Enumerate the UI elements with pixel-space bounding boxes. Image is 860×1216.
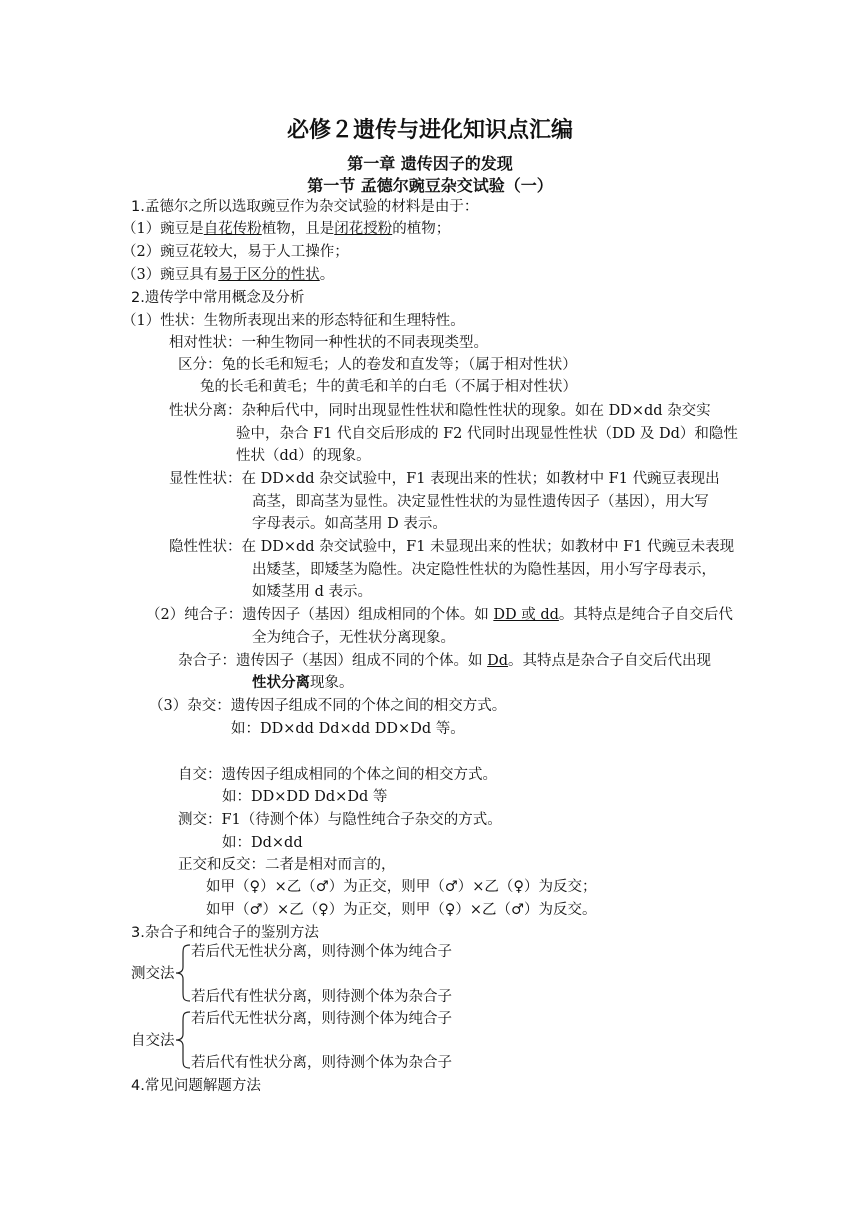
def-dominant-3: 字母表示。如高茎用 D 表示。 [252, 516, 447, 532]
def-homozygote-2: 全为纯合子，无性状分离现象。 [252, 630, 455, 646]
heading-1: 1.孟德尔之所以选取豌豆作为杂交试验的材料是由于： [131, 199, 479, 215]
reciprocal-example-1: 如甲（♀）×乙（♂）为正交，则甲（♂）×乙（♀）为反交； [206, 879, 597, 895]
selfing-result-hybrid: 若后代有性状分离，则待测个体为杂合子 [191, 1055, 452, 1071]
selfing-method-label: 自交法 [131, 1033, 175, 1049]
def-recessive-2: 出矮茎，即矮茎为隐性。决定隐性性状的为隐性基因，用小写字母表示， [252, 562, 716, 578]
selfing-result-pure: 若后代无性状分离，则待测个体为纯合子 [191, 1011, 452, 1027]
reason-3: （3）豌豆具有易于区分的性状。 [122, 267, 335, 283]
testcross-result-hybrid: 若后代有性状分离，则待测个体为杂合子 [191, 989, 452, 1005]
heading-2: 2.遗传学中常用概念及分析 [131, 290, 305, 306]
testcross-method-label: 测交法 [131, 966, 175, 982]
def-segregation-2: 验中，杂合 F1 代自交后形成的 F2 代同时出现显性性状（DD 及 Dd）和隐性 [236, 426, 738, 442]
brace-icon [175, 1011, 191, 1069]
def-selfing: 自交：遗传因子组成相同的个体之间的相交方式。 [178, 767, 497, 783]
testcross-example: 如：Dd×dd [222, 835, 303, 851]
def-segregation-3: 性状（dd）的现象。 [236, 448, 371, 464]
def-segregation-1: 性状分离：杂种后代中，同时出现显性性状和隐性性状的现象。如在 DD×dd 杂交实 [169, 403, 711, 419]
underline-self-pollination: 自花传粉 [203, 221, 262, 237]
distinguish-2: 兔的长毛和黄毛；牛的黄毛和羊的白毛（不属于相对性状） [200, 379, 577, 395]
distinguish-1: 区分：兔的长毛和短毛；人的卷发和直发等；（属于相对性状） [178, 357, 577, 373]
underline-distinct-traits: 易于区分的性状 [218, 267, 320, 283]
def-trait: （1）性状：生物所表现出来的形态特征和生理特性。 [122, 313, 465, 329]
def-homozygote-1: （2）纯合子：遗传因子（基因）组成相同的个体。如 DD 或 dd。其特点是纯合子自交后代 [146, 607, 733, 623]
underline-heterozygote-example: Dd [487, 653, 509, 669]
def-reciprocal: 正交和反交：二者是相对而言的， [178, 857, 396, 873]
heading-3: 3.杂合子和纯合子的鉴别方法 [131, 925, 319, 941]
underline-closed-pollination: 闭花授粉 [334, 221, 393, 237]
cross-example: 如：DD×dd Dd×dd DD×Dd 等。 [231, 721, 465, 737]
reason-2: （2）豌豆花较大，易于人工操作； [122, 244, 349, 260]
reason-1: （1）豌豆是自花传粉植物，且是闭花授粉的植物； [122, 221, 451, 237]
selfing-example: 如：DD×DD Dd×Dd 等 [222, 789, 388, 805]
def-heterozygote-2: 性状分离现象。 [252, 674, 354, 691]
def-testcross: 测交：F1（待测个体）与隐性纯合子杂交的方式。 [178, 812, 502, 828]
def-cross: （3）杂交：遗传因子组成不同的个体之间的相交方式。 [149, 698, 507, 714]
bold-segregation: 性状分离 [252, 674, 310, 691]
def-recessive-3: 如矮茎用 d 表示。 [252, 584, 372, 600]
def-dominant-2: 高茎，即高茎为显性。决定显性性状的为显性遗传因子（基因），用大写 [252, 494, 709, 510]
testcross-result-pure: 若后代无性状分离，则待测个体为纯合子 [191, 944, 452, 960]
underline-homozygote-example: DD 或 dd [493, 607, 559, 623]
def-dominant-1: 显性性状：在 DD×dd 杂交试验中，F1 表现出来的性状；如教材中 F1 代豌豆表现出 [169, 471, 720, 487]
brace-icon [175, 944, 191, 1002]
heading-4: 4.常见问题解题方法 [131, 1078, 261, 1094]
section-heading: 第一节 孟德尔豌豆杂交试验（一） [307, 176, 553, 195]
reciprocal-example-2: 如甲（♂）×乙（♀）为正交，则甲（♀）×乙（♂）为反交。 [206, 902, 597, 918]
document-title: 必修２遗传与进化知识点汇编 [286, 118, 573, 143]
def-heterozygote-1: 杂合子：遗传因子（基因）组成不同的个体。如 Dd。其特点是杂合子自交后代出现 [178, 653, 712, 669]
def-relative-trait: 相对性状：一种生物同一种性状的不同表现类型。 [169, 335, 488, 351]
def-recessive-1: 隐性性状：在 DD×dd 杂交试验中，F1 未显现出来的性状；如教材中 F1 代豌豆未表现 [169, 539, 735, 555]
chapter-heading: 第一章 遗传因子的发现 [347, 154, 513, 173]
